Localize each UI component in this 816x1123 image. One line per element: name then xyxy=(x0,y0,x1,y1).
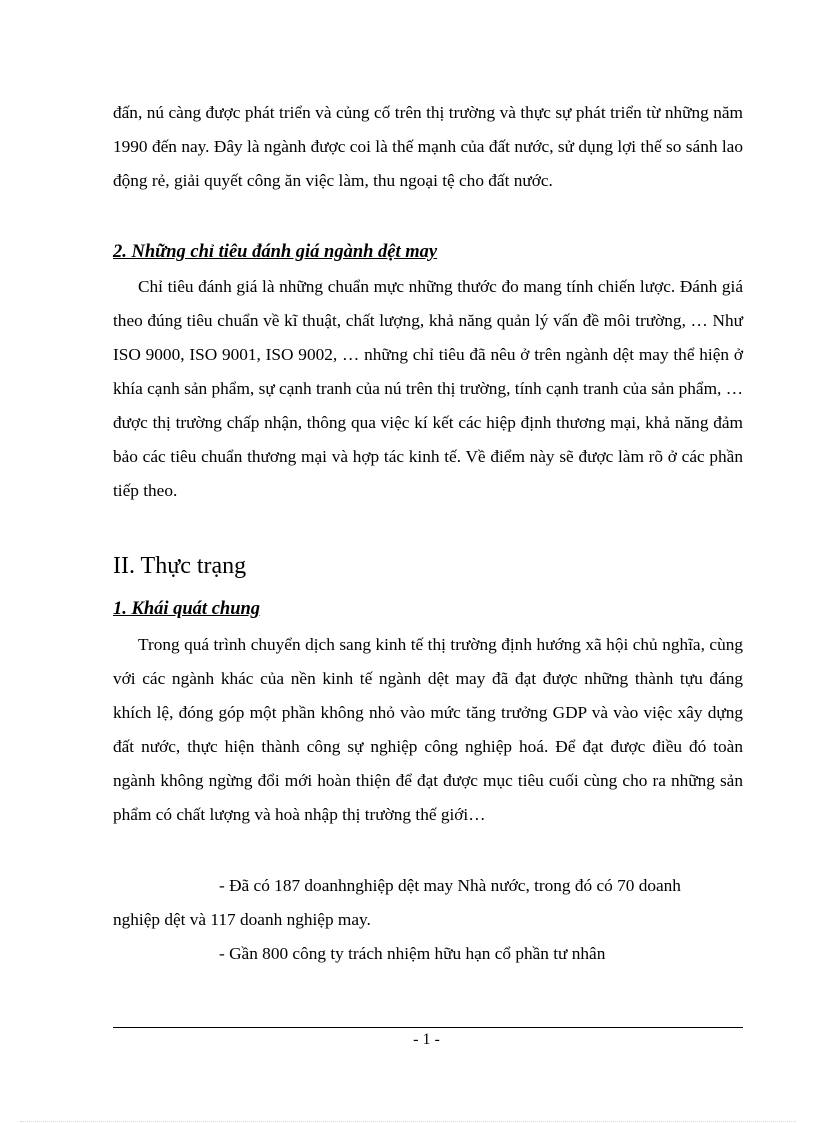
part-2-section-1-paragraph: Trong quá trình chuyển dịch sang kinh tế thị trường định hướng xã hội chủ nghĩa, cùng với các ngành khác của nền kinh tế ngành dệt may đã đạt được những thành tựu đáng khích lệ, đóng góp một phần không nhỏ vào mức tăng trưởng GDP và vào việc xây dựng đất nước, thực hiện thành công sự nghiệp công nghiệp hoá. Để đạt được điều đó toàn ngành không ngừng đổi mới hoàn thiện để đạt được mục tiêu cuối cùng cho ra những sản phẩm có chất lượng và hoà nhập thị trường thế giới… xyxy=(113,635,743,824)
footer-divider xyxy=(113,1027,743,1028)
intro-paragraph: đấn, nú càng được phát triển và củng cố trên thị trường và thực sự phát triển từ những năm 1990 đến nay. Đây là ngành được coi là thế mạnh của đất nước, sử dụng lợi thế so sánh lao động rẻ, giải quyết công ăn việc làm, thu ngoại tệ cho đất nước. xyxy=(113,103,743,190)
part-2-heading: II. Thực trạng xyxy=(113,553,247,579)
page-edge-divider xyxy=(20,1121,796,1122)
part-2-section-1-heading: 1. Khái quát chung xyxy=(113,599,261,619)
page-number: - 1 - xyxy=(413,1031,440,1048)
bullet-item-2: - Gần 800 công ty trách nhiệm hữu hạn cổ phần tư nhân xyxy=(219,944,606,963)
bullet-item-1-line-1: - Đã có 187 doanhnghiệp dệt may Nhà nước, trong đó có 70 doanh xyxy=(219,876,681,895)
section-2-heading: 2. Những chỉ tiêu đánh giá ngành dệt may xyxy=(113,242,438,262)
section-2-paragraph: Chỉ tiêu đánh giá là những chuẩn mực những thước đo mang tính chiến lược. Đánh giá theo đúng tiêu chuẩn về kĩ thuật, chất lượng, khả năng quản lý vấn đề môi trường, … Như ISO 9000, ISO 9001, ISO 9002, … những chỉ tiêu đã nêu ở trên ngành dệt may thể hiện ở khía cạnh sản phẩm, sự cạnh tranh của nú trên thị trường, tính cạnh tranh của sản phẩm, … được thị trường chấp nhận, thông qua việc kí kết các hiệp định thương mại, khả năng đảm bảo các tiêu chuẩn thương mại và hợp tác kinh tế. Về điểm này sẽ được làm rõ ở các phần tiếp theo. xyxy=(113,277,743,500)
bullet-item-1-line-2: nghiệp dệt và 117 doanh nghiệp may. xyxy=(113,910,371,929)
